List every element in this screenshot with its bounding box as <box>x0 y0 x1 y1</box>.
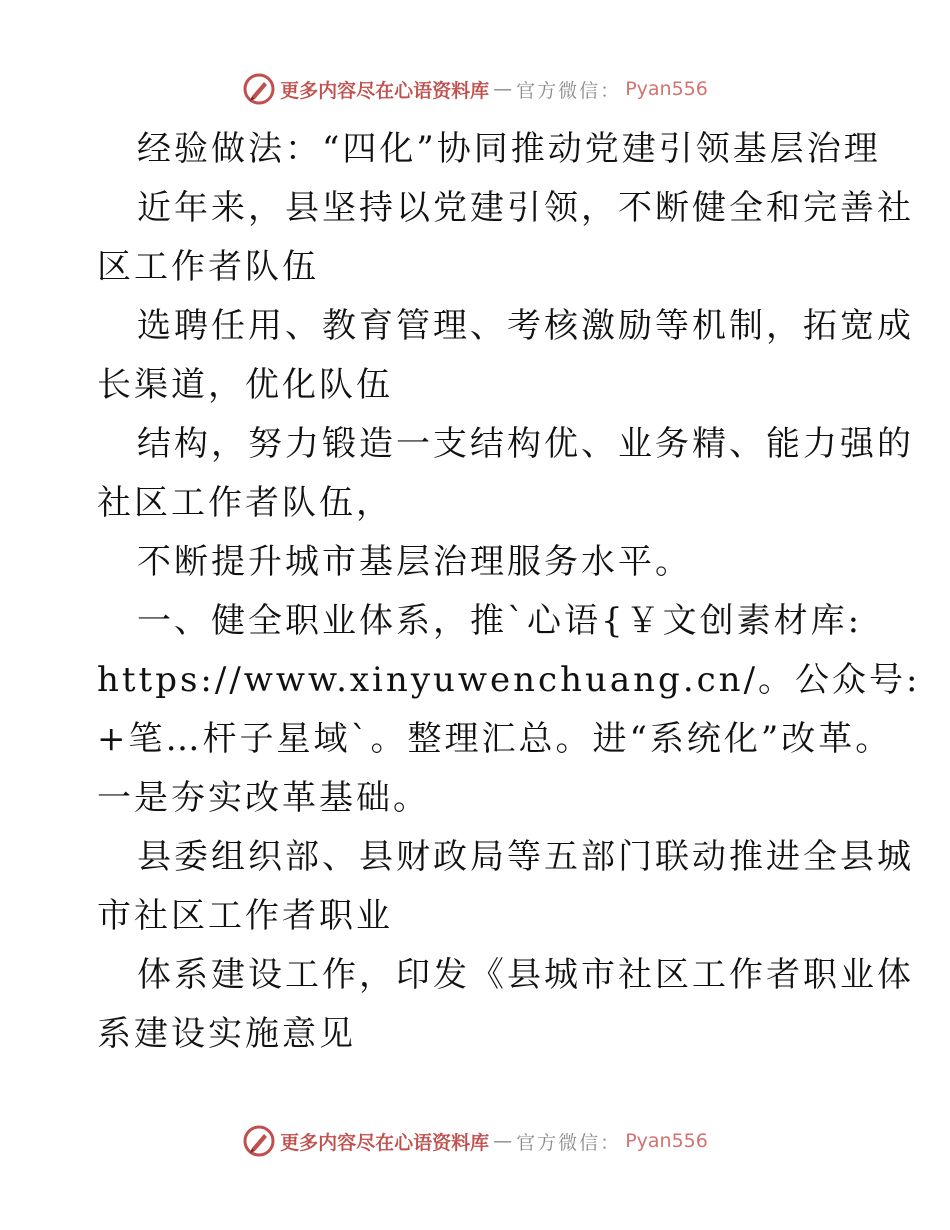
text-line: 区工作者队伍 <box>97 247 319 287</box>
doc-title: 经验做法：“四化”协同推动党建引领基层治理 <box>137 129 881 169</box>
text-line: 社区工作者队伍， <box>97 483 393 523</box>
watermark-footer <box>0 1124 950 1158</box>
text-line: 一是夯实改革基础。 <box>97 778 430 818</box>
text-line: https://www.xinyuwenchuang.cn/。公众号: <box>97 660 921 700</box>
watermark-wechat-id: Pyan556 <box>625 1130 708 1152</box>
text-line: 近年来，县坚持以党建引领，不断健全和完善社 <box>137 188 914 228</box>
section-heading: 一、健全职业体系，推`心语{￥文创素材库: <box>137 601 863 641</box>
text-line: 选聘任用、教育管理、考核激励等机制，拓宽成 <box>137 306 914 346</box>
text-line: 市社区工作者职业 <box>97 896 393 936</box>
watermark-main-text: 更多内容尽在心语资料库 <box>280 1131 490 1154</box>
watermark-main-text: 更多内容尽在心语资料库 <box>280 79 490 102</box>
text-line: 结构，努力锻造一支结构优、业务精、能力强的 <box>137 424 914 464</box>
watermark-separator: — <box>493 1130 513 1152</box>
text-line: 不断提升城市基层治理服务水平。 <box>137 542 692 582</box>
watermark-label: 官方微信： <box>516 1131 622 1154</box>
text-line: 系建设实施意见 <box>97 1014 356 1054</box>
text-line: 长渠道，优化队伍 <box>97 365 393 405</box>
pen-logo-icon <box>242 1124 276 1158</box>
document-body <box>97 120 921 1064</box>
text-line: 县委组织部、县财政局等五部门联动推进全县城 <box>137 837 914 877</box>
watermark-label: 官方微信： <box>516 79 622 102</box>
watermark-wechat-id: Pyan556 <box>625 78 708 100</box>
text-line: +笔…杆子星域`。整理汇总。进“系统化”改革。 <box>97 719 893 759</box>
text-line: 体系建设工作，印发《县城市社区工作者职业体 <box>137 955 914 995</box>
watermark-separator: — <box>493 78 513 100</box>
watermark-header <box>0 72 950 106</box>
pen-logo-icon <box>242 72 276 106</box>
